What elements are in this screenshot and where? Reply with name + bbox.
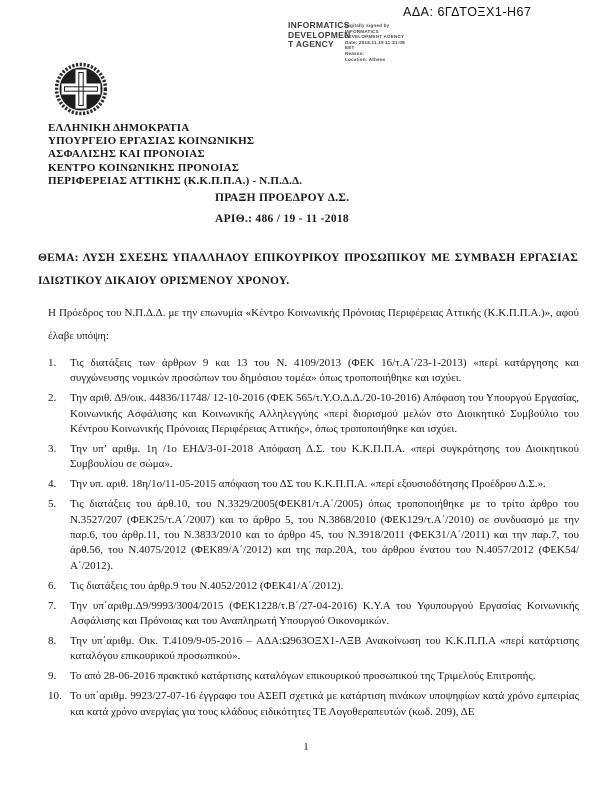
list-item [48, 356, 579, 387]
item-number: 4. [48, 478, 57, 491]
item-number: 5. [48, 498, 57, 511]
signature-details [345, 23, 415, 62]
item-text: Την υπ΄αριθμ.Δ9/9993/3004/2015 (ΦΕΚ1228/τ.Β΄/27-04-2016) Κ.Υ.Α του Υφυπουργού Εργασίας Κοινωνικής Ασφάλισης και Πρόνοιας και του Αναπληρωτή Υπουργού Οικονομικών. [70, 599, 579, 628]
signature-detail-line: Date: 2018.11.19 11:31:08 [345, 39, 405, 45]
page-number: 1 [303, 741, 309, 753]
item-number: 10. [48, 690, 62, 703]
signature-detail-line: INFORMATICS [345, 28, 379, 34]
item-number: 1. [48, 357, 57, 369]
letterhead-line-region: ΠΕΡΙΦΕΡΕΙΑΣ ΑΤΤΙΚΗΣ (Κ.Κ.Π.Π.Α.) - Ν.Π.Δ.Δ. [48, 174, 303, 187]
list-item [48, 391, 579, 437]
intro-paragraph: Η Πρόεδρος του Ν.Π.Δ.Δ. με την επωνυμία «Κέντρο Κοινωνικής Πρόνοιας Περιφέρειας Αττικής (Κ.Κ.Π.Π.Α.)», αφού έλαβε υπόψη: [48, 307, 579, 342]
signature-detail-line: EET [345, 45, 355, 51]
item-number: 9. [48, 670, 57, 683]
signature-detail-line: Digitally signed by [345, 23, 390, 28]
list-item [48, 442, 579, 473]
act-title: ΠΡΑΞΗ ΠΡΟΕΔΡΟΥ Δ.Σ. [215, 192, 350, 204]
item-text: Το υπ΄αριθμ. 9923/27-07-16 έγγραφο του ΑΣΕΠ σχετικά με κατάρτιση πινάκων υποψηφίων κατά χρόνο εμπειρίας και κατά χρόνο ανεργίας για τους κλάδους ειδικότητες ΤΕ Λογοθεραπευτών (κωδ. 209), ΔΕ [70, 690, 579, 718]
item-number: 7. [48, 599, 57, 612]
letterhead-line-center: ΚΕΝΤΡΟ ΚΟΙΝΩΝΙΚΗΣ ΠΡΟΝΟΙΑΣ [48, 161, 240, 174]
signature-detail-line: Location: Athens [345, 56, 386, 62]
signature-agency-line: INFORMATICS [288, 20, 350, 30]
item-text: Τις διατάξεις του άρθρ.9 του Ν.4052/2012 (ΦΕΚ41/Α΄/2012). [70, 579, 344, 592]
list-item [48, 497, 579, 574]
act-number: ΑΡΙΘ.: 486 / 19 - 11 -2018 [215, 213, 349, 225]
considerations-list [48, 356, 579, 725]
letterhead-line-ministry: ΥΠΟΥΡΓΕΙΟ ΕΡΓΑΣΙΑΣ ΚΟΙΝΩΝΙΚΗΣ [48, 135, 255, 148]
item-text: Τις διατάξεις του άρθ.10, του Ν.3329/2005(ΦΕΚ81/τ.Α΄/2005) όπως τροποποιήθηκε με το τρίτο άρθρο του Ν.3527/207 (ΦΕΚ25/τ.Α΄/2007) και το άρθρο 5, του Ν.3868/2010 (ΦΕΚ129/τ.Α΄/2010) σε συνδυασμό με την παρ.6, του άρθρ.11, του Ν.3833/2010 και το άρθρο 45, του Ν.3918/2011 (ΦΕΚ31/Α΄/2011) και την παρ.7, του άρθ.56, του Ν.4075/2012 (ΦΕΚ89/Α΄/2012) και της παρ.20Α, του άρθρου ένατου του Ν.4057/2012 (ΦΕΚ54/Α΄/2012). [70, 498, 579, 572]
signature-detail-line: DEVELOPMENT AGENCY [345, 34, 405, 40]
ada-code: ΑΔΑ: 6ΓΔΤΟΞΧ1-Η67 [403, 5, 532, 19]
item-text: Το από 28-06-2016 πρακτικό κατάρτισης καταλόγων επικουρικού προσωπικού της Τριμελούς Επιτροπής. [70, 670, 536, 683]
letterhead [48, 122, 348, 188]
list-item [48, 689, 579, 720]
signature-agency-line: DEVELOPMEN [288, 29, 351, 40]
list-item [48, 634, 579, 665]
signature-agency-line: T AGENCY [288, 39, 335, 49]
greek-emblem-icon [55, 62, 107, 116]
item-text: Την υπ’ αριθμ. 1η /1ο ΕΗΔ/3-01-2018 Απόφαση Δ.Σ. του Κ.Κ.Π.Π.Α. «περί συγκρότησης του Διοικητικού Συμβουλίου σε σώμα». [70, 443, 579, 471]
item-text: Την υπ΄αριθμ. Οικ. Τ.4109/9-05-2016 – ΑΔΑ:Ω963ΟΞΧ1-ΛΞΒ Ανακοίνωση του Κ.Κ.Π.Π.Α «περί κατάρτισης καταλόγου επικουρικού προσωπικού». [70, 635, 579, 663]
signature-detail-line: Reason: [345, 50, 365, 56]
list-item [48, 579, 579, 594]
list-item [48, 669, 579, 684]
item-number: 3. [48, 443, 57, 456]
item-text: Την αριθ. Δ9/οικ. 44836/11748/ 12-10-2016 (ΦΕΚ 565/τ.Υ.Ο.Δ.Δ./20-10-2016) Απόφαση του Υπουργού Εργασίας, Κοινωνικής Ασφάλισης και Κοινωνικής Αλληλεγγύης «περί διορισμού μελών στο Διοικητικό Συμβούλιο του Κέντρου Κοινωνικής Πρόνοιας Περιφέρειας Αττικής», όπως τροποποιήθηκε και ισχύει. [70, 392, 579, 436]
item-text: Τις διατάξεις των άρθρων 9 και 13 του Ν. 4109/2013 (ΦΕΚ 16/τ.Α΄/23-1-2013) «περί κατάργησης και συγχώνευσης νομικών προσώπων του δημόσιου τομέα» όπως τροποποιήθηκε και ισχύει. [70, 357, 579, 385]
list-item [48, 477, 579, 492]
letterhead-line-republic: ΕΛΛΗΝΙΚΗ ΔΗΜΟΚΡΑΤΙΑ [48, 122, 190, 134]
item-number: 8. [48, 635, 57, 647]
list-item [48, 599, 579, 630]
letterhead-line-ministry2: ΑΣΦΑΛΙΣΗΣ ΚΑΙ ΠΡΟΝΟΙΑΣ [48, 148, 205, 161]
item-number: 6. [48, 579, 57, 592]
item-number: 2. [48, 392, 57, 405]
item-text: Την υπ. αριθ. 18η/1ο/11-05-2015 απόφαση του ΔΣ του Κ.Κ.Π.Π.Α. «περί εξουσιοδότησης Προέδρου Δ.Σ.». [70, 478, 546, 491]
subject-line: ΘΕΜΑ: ΛΥΣΗ ΣΧΕΣΗΣ ΥΠΑΛΛΗΛΟΥ ΕΠΙΚΟΥΡΙΚΟΥ ΠΡΟΣΩΠΙΚΟΥ ΜΕ ΣΥΜΒΑΣΗ ΕΡΓΑΣΙΑΣ ΙΔΙΩΤΙΚΟΥ ΔΙΚΑΙΟΥ ΟΡΙΣΜΕΝΟΥ ΧΡΟΝΟΥ. [38, 252, 578, 287]
